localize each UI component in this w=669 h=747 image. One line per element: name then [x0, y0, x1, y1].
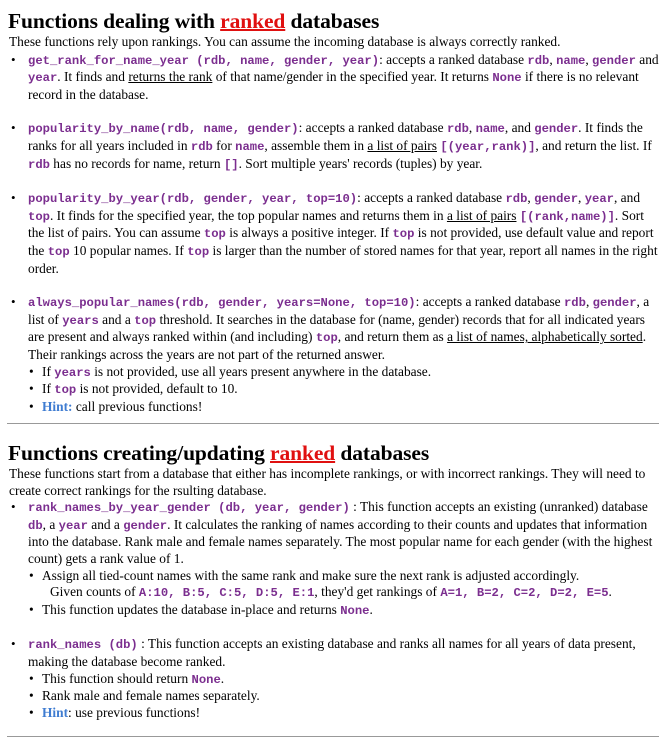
section2-intro: These functions start from a database that either has incomplete rankings, or with incorrect rankings. They will need to create correct rankings for the rsulting database.	[9, 466, 646, 498]
hint-label: Hint:	[42, 398, 73, 414]
tie-example: Given counts of A:10, B:5, C:5, D:5, E:1, they'd get rankings of A=1, B=2, C=2, D=2, E=5.	[50, 584, 612, 601]
sub-bullet-hint: • Hint: call previous functions!	[29, 398, 203, 414]
bottom-divider	[7, 736, 659, 737]
bullet: •	[11, 120, 16, 136]
bullet: •	[11, 190, 16, 206]
function-popularity-by-year: • popularity_by_year(rdb, gender, year, top=10): accepts a ranked database rdb, gender, year, and top. It finds for the specified year, the top popular names and returns them in a list of pairs [(rank,name)]. Sort the list of pairs. You can assume top is always a positive integer. If top is not provided, use default value and report the top 10 popular names. If top is larger than the number of stored names for that year, report all names in the right order.	[11, 190, 658, 276]
function-always-popular-names: • always_popular_names(rdb, gender, years=None, top=10): accepts a ranked database rdb, gender, a list of years and a top threshold. It searches in the database for (name, gender) records that for all indicated years are present and always ranked within (and including) top, and return them as a list of names, alphabetically sorted. Their rankings across the years are not part of the returned answer. • If years is not provided, use all years present anywhere in the database. • If top is not provided, default to 10. • Hint: call previous functions!	[8, 294, 661, 415]
title-highlight: ranked	[270, 441, 336, 465]
sub-bullet-ties: • Assign all tied-count names with the same rank and make sure the next rank is adjusted accordingly.	[29, 567, 580, 583]
bullet: •	[11, 294, 16, 310]
function-rank-names: • rank_names (db) : This function accepts an existing database and ranks all names for all years of data present, making the database become ranked. • This function should return None. • Rank male and female names separately. • Hint: use previous functions!	[8, 636, 661, 721]
section1-intro: These functions rely upon rankings. You can assume the incoming database is always correctly ranked.	[9, 34, 561, 49]
sub-bullet-return-none: • This function should return None.	[29, 670, 225, 687]
function-rank-names-by-year-gender: • rank_names_by_year_gender (db, year, gender) : This function accepts an existing (unranked) database db, a year and a gender. It calculates the ranking of names according to their counts and updates that information into the database. Rank male and female names separately. The most popular name for each gender (with the highest count) gets a rank value of 1. • Assign all tied-count names with the same rank and make sure the next rank is adjusted accordingly. Given counts of A:10, B:5, C:5, D:5, E:1, they'd get rankings of A=1, B=2, C=2, D=2, E=5. • This function updates the database in-place and returns None.	[8, 499, 661, 619]
bullet: •	[29, 363, 34, 379]
bullet: •	[11, 636, 16, 652]
hint-label: Hint	[42, 704, 69, 720]
bullet: •	[11, 499, 16, 515]
section-divider	[7, 423, 659, 424]
bullet: •	[29, 567, 34, 583]
section2-title: Functions creating/updating ranked databases	[8, 441, 430, 465]
function-popularity-by-name: • popularity_by_name(rdb, name, gender): accepts a ranked database rdb, name, and gender. It finds the ranks for all years included in rdb for name, assemble them in a list of pairs [(year,rank)], and return the list. If rdb has no records for name, return []. Sort multiple years' records (tuples) by year.	[11, 120, 652, 172]
bullet: •	[11, 51, 16, 67]
sub-bullet-in-place: • This function updates the database in-place and returns None.	[29, 601, 373, 618]
section-ranked-functions	[8, 9, 661, 415]
sub-bullet-separate: • Rank male and female names separately.	[29, 688, 260, 704]
sub-bullet-top: • If top is not provided, default to 10.	[29, 381, 238, 398]
section-creating-updating-functions	[8, 441, 661, 721]
title-highlight: ranked	[220, 9, 286, 33]
bullet: •	[29, 670, 34, 686]
sub-bullet-hint: • Hint: use previous functions!	[29, 704, 201, 720]
bullet: •	[29, 688, 34, 704]
sub-bullet-years: • If years is not provided, use all years present anywhere in the database.	[29, 363, 432, 380]
function-get-rank-for-name-year: • get_rank_for_name_year (rdb, name, gender, year): accepts a ranked database rdb, name, gender and year. It finds and returns the rank of that name/gender in the specified year. It returns None if there is no relevant record in the database.	[11, 51, 659, 102]
section1-title: Functions dealing with ranked databases	[8, 9, 380, 33]
bullet: •	[29, 601, 34, 617]
bullet: •	[29, 704, 34, 720]
bullet: •	[29, 381, 34, 397]
bullet: •	[29, 398, 34, 414]
